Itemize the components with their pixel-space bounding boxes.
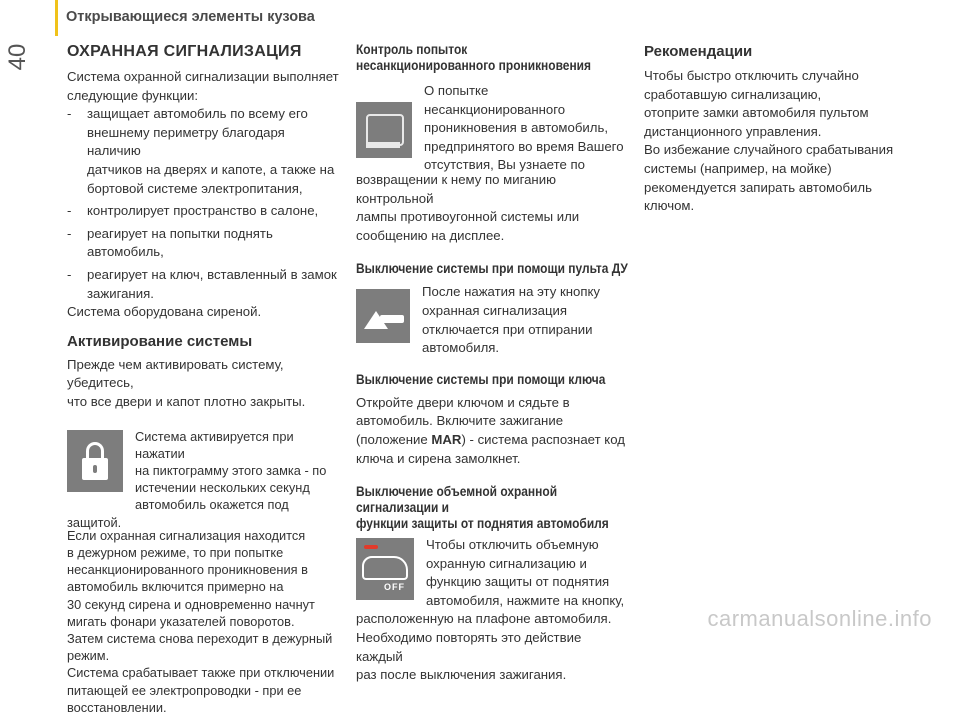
bullet-line: реагирует на попытки поднять автомобиль, xyxy=(87,225,273,260)
rest-line: режим. xyxy=(67,648,110,664)
remote-line: отключается при отпирании xyxy=(422,321,593,337)
lock-text: истечении нескольких секунд xyxy=(135,480,310,496)
bullet-item: - защищает автомобиль по всему его внешнему периметру благодаря наличию датчиков на дверях и капоте, а также на бортовой системе электропитания, xyxy=(67,105,342,198)
recommendation-line: Чтобы быстро отключить случайно xyxy=(644,68,859,83)
lock-text: Система активируется при нажатии xyxy=(135,428,294,461)
key-line: автомобиль. Включите зажигание xyxy=(356,413,564,429)
remote-line: После нажатия на эту кнопку xyxy=(422,284,600,300)
remote-title: Выключение системы при помощи пульта ДУ xyxy=(356,261,628,277)
rest-line: Система срабатывает также при отключении xyxy=(67,665,335,681)
intrusion-line: проникновения в автомобиль, xyxy=(424,120,608,136)
bullet-item: - реагирует на ключ, вставленный в замок зажигания. xyxy=(67,266,342,303)
watermark: carmanualsonline.info xyxy=(707,606,932,631)
intro-line: следующие функции: xyxy=(67,87,199,103)
intrusion-block xyxy=(356,82,631,245)
volume-line: Необходимо повторять это действие каждый xyxy=(356,630,582,664)
siren-note: Система оборудована сиреной. xyxy=(67,304,262,320)
lock-text: автомобиль окажется под защитой. xyxy=(67,497,289,530)
section-header: Открывающиеся элементы кузова xyxy=(66,9,315,25)
recommendation-line: Во избежание случайного срабатывания xyxy=(644,142,894,158)
recommendation-line: ключом. xyxy=(644,198,695,214)
key-text-post: ) - система распознает код xyxy=(461,431,625,447)
key-line: Откройте двери ключом и сядьте в xyxy=(356,394,570,410)
key-line: ключа и сирена замолкнет. xyxy=(356,450,521,466)
lock-text: на пиктограмму этого замка - по xyxy=(135,462,327,478)
volume-line: функцию защиты от поднятия xyxy=(426,574,610,590)
volume-title: функции защиты от поднятия автомобиля xyxy=(356,516,609,532)
remote-line: автомобиля. xyxy=(422,340,500,356)
rest-line: в дежурном режиме, то при попытке xyxy=(67,544,284,560)
recommendation-line: сработавшую сигнализацию, xyxy=(644,86,822,102)
recommendation-line: рекомендуется запирать автомобиль xyxy=(644,179,872,195)
rest-line: автомобиль включится примерно на xyxy=(67,579,284,595)
intrusion-line: О попытке несанкционированного xyxy=(424,83,566,117)
lock-icon xyxy=(67,430,123,492)
intrusion-line: лампы противоугонной системы или xyxy=(356,209,580,225)
rest-text xyxy=(67,527,342,716)
bullet-line: защищает автомобиль по всему его xyxy=(87,106,308,122)
bullet-line: внешнему периметру благодаря наличию xyxy=(87,124,285,159)
key-line xyxy=(356,431,631,450)
bullet-line: реагирует на ключ, вставленный в замок xyxy=(87,266,337,282)
rest-line: восстановлении. xyxy=(67,699,167,715)
rest-line: несанкционированного проникновения в xyxy=(67,562,308,578)
volume-line: Чтобы отключить объемную xyxy=(426,537,599,553)
column-left xyxy=(67,40,342,716)
activation-intro: что все двери и капот плотно закрыты. xyxy=(67,393,306,409)
intrusion-line: сообщению на дисплее. xyxy=(356,227,505,243)
column-middle xyxy=(356,40,631,685)
activation-intro: Прежде чем активировать систему, убедитесь, xyxy=(67,356,284,391)
intrusion-line: возвращении к нему по миганию контрольной xyxy=(356,171,556,206)
volume-line: расположенную на плафоне автомобиля. xyxy=(356,611,612,627)
alarm-title: ОХРАННАЯ СИГНАЛИЗАЦИЯ xyxy=(67,43,302,60)
rest-line: 30 секунд сирена и одновременно начнут xyxy=(67,596,315,612)
recommendation-line: системы (например, на мойке) xyxy=(644,160,832,176)
volume-line: автомобиля, нажмите на кнопку, xyxy=(426,592,625,608)
volume-icon-label: OFF xyxy=(384,582,405,593)
volume-title: Выключение объемной охранной сигнализации и xyxy=(356,484,558,516)
volume-line: раз после выключения зажигания. xyxy=(356,667,567,683)
page-accent-bar xyxy=(55,0,58,36)
key-position-label: MAR xyxy=(431,431,462,447)
bullet-line: датчиков на дверях и капоте, а также на xyxy=(87,161,335,177)
intrusion-line: предпринятого во время Вашего xyxy=(424,138,624,154)
key-text-pre: (положение xyxy=(356,431,432,447)
rest-line: питающей ее электропроводки - при ее xyxy=(67,682,302,698)
remote-line: охранная сигнализация xyxy=(422,302,568,318)
alarm-lamp-icon xyxy=(356,102,412,158)
intrusion-title: несанкционированного проникновения xyxy=(356,58,592,73)
key-block xyxy=(356,394,631,468)
remote-block xyxy=(356,283,631,357)
intro-line: Система охранной сигнализации выполняет xyxy=(67,69,339,84)
recommendations-title: Рекомендации xyxy=(644,43,753,60)
intrusion-title: Контроль попыток xyxy=(356,42,468,57)
activation-title: Активирование системы xyxy=(67,332,253,350)
remote-key-icon xyxy=(356,289,410,343)
rest-line: Затем система снова переходит в дежурный xyxy=(67,630,333,646)
key-title: Выключение системы при помощи ключа xyxy=(356,371,606,387)
column-right xyxy=(644,40,914,216)
volume-title-block xyxy=(356,484,631,532)
lock-block xyxy=(67,428,342,531)
bullet-line: зажигания. xyxy=(87,285,154,301)
page-number: 40 xyxy=(4,43,31,71)
bullet-item: - реагирует на попытки поднять автомобиль, xyxy=(67,225,342,262)
volume-line: охранную сигнализацию и xyxy=(426,555,587,571)
rest-line: Если охранная сигнализация находится xyxy=(67,527,306,543)
intrusion-line: отсутствия, Вы узнаете по xyxy=(424,157,585,173)
volume-block xyxy=(356,536,631,685)
bullet-item: - контролирует пространство в салоне, xyxy=(67,202,342,221)
bullet-line: бортовой системе электропитания, xyxy=(87,180,303,196)
volume-off-icon xyxy=(356,538,414,600)
bullet-line: контролирует пространство в салоне, xyxy=(87,203,319,219)
recommendation-line: дистанционного управления. xyxy=(644,123,822,139)
recommendation-line: отоприте замки автомобиля пультом xyxy=(644,105,869,121)
rest-line: мигать фонари указателей поворотов. xyxy=(67,613,295,629)
